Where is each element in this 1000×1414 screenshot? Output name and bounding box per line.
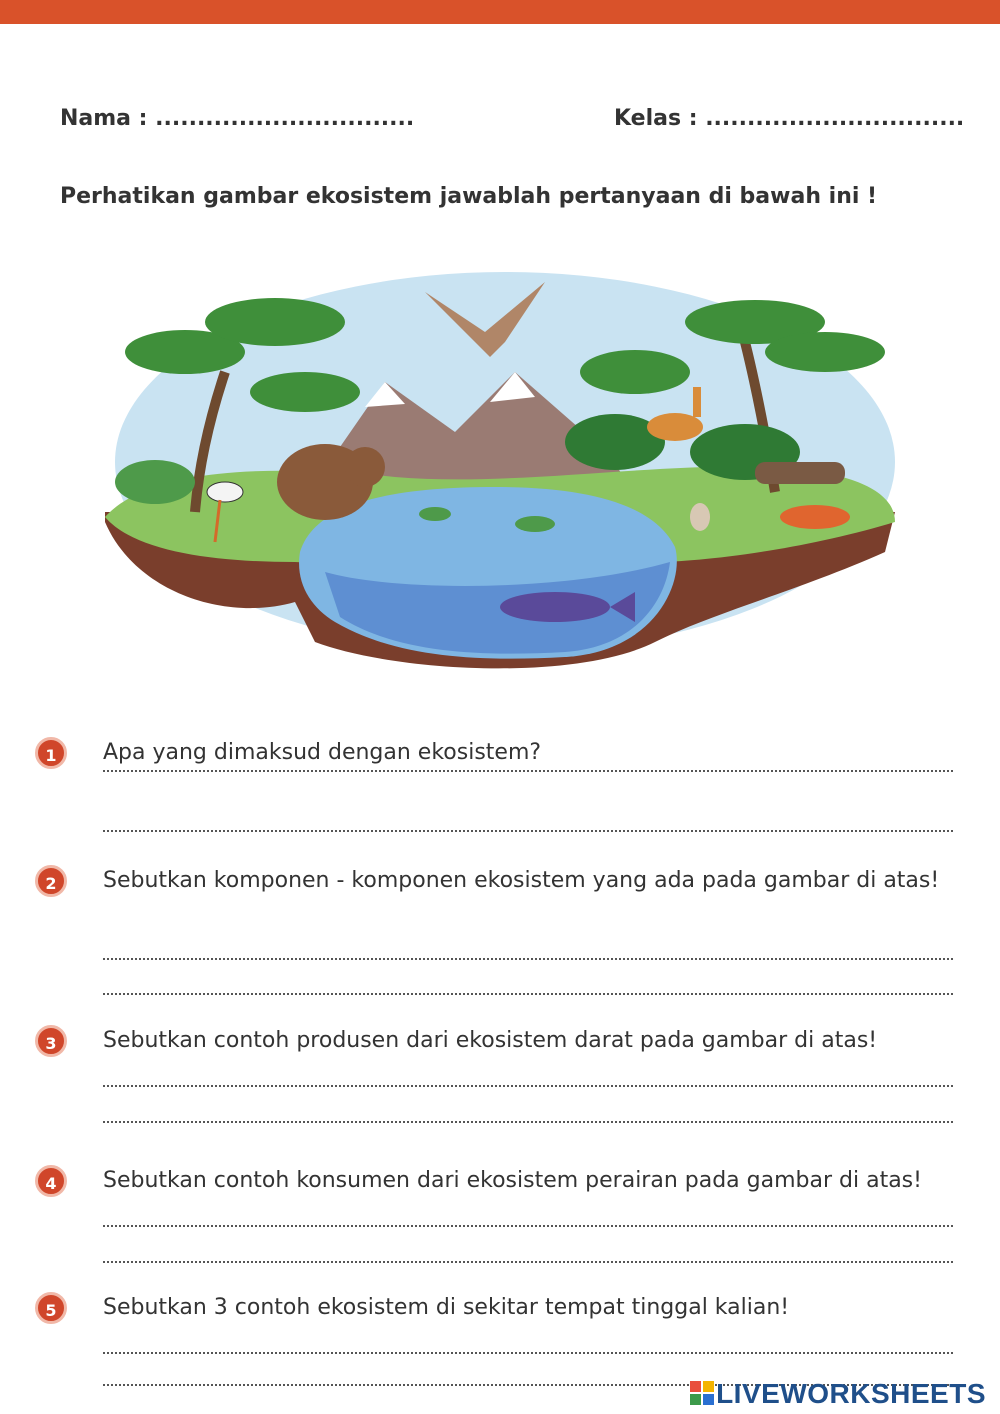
question-number-badge: 4 <box>35 1165 67 1197</box>
answer-line[interactable] <box>103 1121 953 1123</box>
question-number-badge: 3 <box>35 1025 67 1057</box>
kelas-field <box>614 106 964 131</box>
question-number-badge: 1 <box>35 737 67 769</box>
fish-icon <box>500 592 610 622</box>
question-text: Apa yang dimaksud dengan ekosistem? <box>103 740 542 765</box>
kelas-label: Kelas : <box>614 106 698 131</box>
watermark-text: LIVEWORKSHEETS <box>716 1378 986 1409</box>
kelas-blank[interactable]: ............................... <box>705 106 965 131</box>
question-text: Sebutkan komponen - komponen ekosistem yang ada pada gambar di atas! <box>103 868 940 893</box>
question-text: Sebutkan contoh produsen dari ekosistem darat pada gambar di atas! <box>103 1028 878 1053</box>
answer-line[interactable] <box>103 770 953 772</box>
answer-line[interactable] <box>103 1352 953 1354</box>
ecosystem-scene-illustration <box>95 262 905 682</box>
stork-icon <box>207 482 243 502</box>
question-text: Sebutkan 3 contoh ekosistem di sekitar tempat tinggal kalian! <box>103 1295 790 1320</box>
top-accent-bar <box>0 0 1000 24</box>
question-number-badge: 5 <box>35 1292 67 1324</box>
deer-icon <box>647 413 703 441</box>
liveworksheets-watermark[interactable] <box>690 1378 986 1410</box>
answer-line[interactable] <box>103 1225 953 1227</box>
rabbit-icon <box>690 503 710 531</box>
answer-line[interactable] <box>103 1261 953 1263</box>
answer-line[interactable] <box>103 1085 953 1087</box>
instruction-text: Perhatikan gambar ekosistem jawablah pertanyaan di bawah ini ! <box>60 184 878 209</box>
question-number-badge: 2 <box>35 865 67 897</box>
liveworksheets-logo-icon <box>690 1381 714 1405</box>
fox-icon <box>780 505 850 529</box>
nama-field <box>60 106 414 131</box>
question-text: Sebutkan contoh konsumen dari ekosistem perairan pada gambar di atas! <box>103 1168 922 1193</box>
log <box>755 462 845 484</box>
nama-label: Nama : <box>60 106 148 131</box>
answer-line[interactable] <box>103 830 953 832</box>
answer-line[interactable] <box>103 958 953 960</box>
answer-line[interactable] <box>103 993 953 995</box>
nama-blank[interactable]: ............................... <box>155 106 415 131</box>
